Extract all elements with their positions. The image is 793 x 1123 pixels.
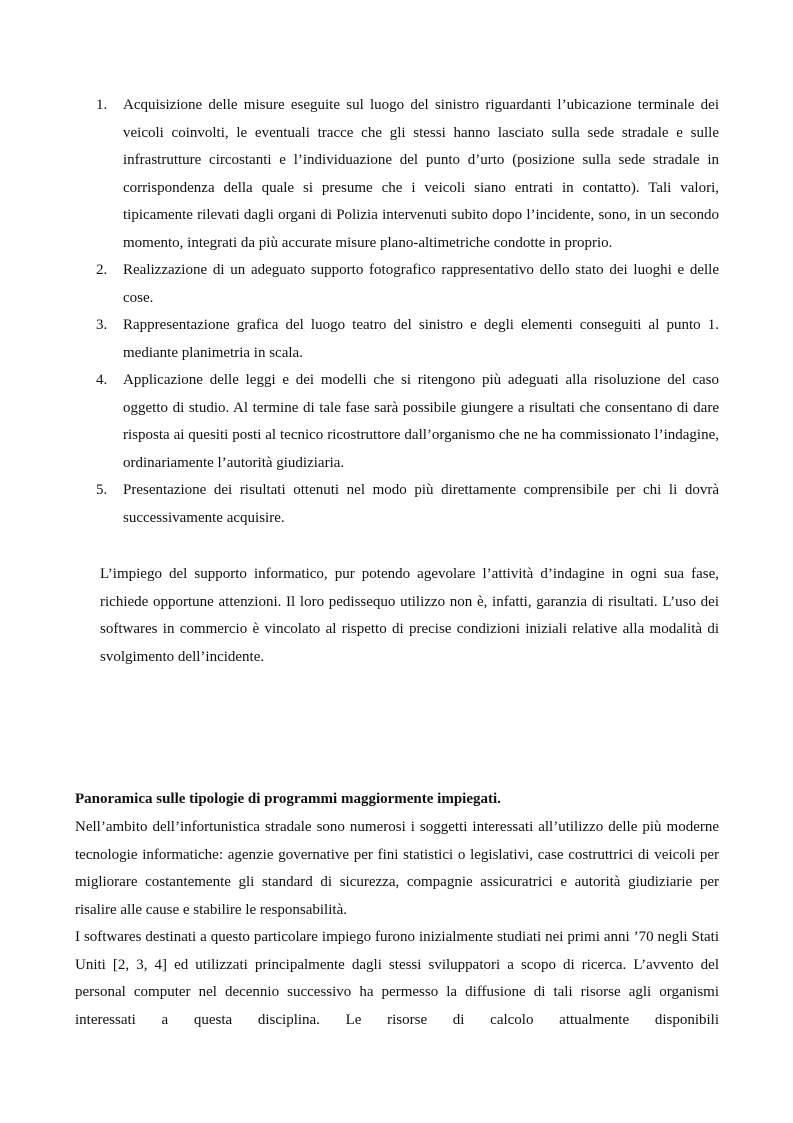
section-paragraph: I softwares destinati a questo particolare impiego furono inizialmente studiati nei primi anni ’70 negli Stati Uniti [2, 3, 4] ed utilizzati principalmente dagli stessi sviluppatori a scopo di ricerca. L’avvento del personal computer nel decennio successivo ha permesso la diffusione di tali risorse agli organismi interessati a questa disciplina. Le risorse di calcolo attualmente disponibili — [75, 929, 719, 1028]
section-paragraph: Nell’ambito dell’infortunistica stradale sono numerosi i soggetti interessati all’utilizzo delle più moderne tecnologie informatiche: agenzie governative per fini statistici o legislativi, case costruttrici di veicoli per migliorare costantemente gli standard di sicurezza, compagnie assicuratrici e autorità giudiziarie per risalire alle cause e stabilire le responsabilità. — [75, 819, 719, 918]
list-item — [96, 257, 719, 312]
list-item-number: 1. — [96, 97, 108, 113]
list-item-text: Applicazione delle leggi e dei modelli che si ritengono più adeguati alla risoluzione del caso oggetto di studio. Al termine di tale fase sarà possibile giungere a risultati che consentano di dare risposta ai quesiti posti al tecnico ricostruttore dall’organismo che ne ha commissionato l’indagine, ordinariamente l’autorità giudiziaria. — [123, 372, 719, 471]
list-item — [96, 367, 719, 477]
list-item-text: Rappresentazione grafica del luogo teatro del sinistro e degli elementi conseguiti al punto 1. mediante planimetria in scala. — [123, 317, 719, 361]
list-item-number: 4. — [96, 372, 108, 388]
closing-paragraph: L’impiego del supporto informatico, pur potendo agevolare l’attività d’indagine in ogni sua fase, richiede opportune attenzioni. Il loro pedissequo utilizzo non è, infatti, garanzia di risultati. L’uso dei softwares in commercio è vincolato al rispetto di precise condizioni iniziali relative alla modalità di svolgimento dell’incidente. — [100, 566, 719, 665]
procedure-steps-list — [96, 92, 719, 532]
section-heading: Panoramica sulle tipologie di programmi maggiormente impiegati. — [75, 791, 501, 807]
list-item — [96, 92, 719, 257]
list-item — [96, 312, 719, 367]
list-item-number: 3. — [96, 317, 108, 333]
list-item-text: Acquisizione delle misure eseguite sul luogo del sinistro riguardanti l’ubicazione terminale dei veicoli coinvolti, le eventuali tracce che gli stessi hanno lasciato sulla sede stradale e sulle infrastrutture circostanti e l’individuazione del punto d’urto (posizione sulla sede stradale in corrispondenza della quale si presume che i veicoli siano entrati in contatto). Tali valori, tipicamente rilevati dagli organi di Polizia intervenuti subito dopo l’incidente, sono, in un secondo momento, integrati da più accurate misure plano-altimetriche condotte in proprio. — [123, 97, 719, 251]
list-item — [96, 477, 719, 532]
list-item-text: Realizzazione di un adeguato supporto fotografico rappresentativo dello stato dei luoghi e delle cose. — [123, 262, 719, 306]
list-item-number: 5. — [96, 482, 108, 498]
list-item-number: 2. — [96, 262, 108, 278]
section-body — [75, 814, 719, 1034]
list-item-text: Presentazione dei risultati ottenuti nel modo più direttamente comprensibile per chi li dovrà successivamente acquisire. — [123, 482, 719, 526]
